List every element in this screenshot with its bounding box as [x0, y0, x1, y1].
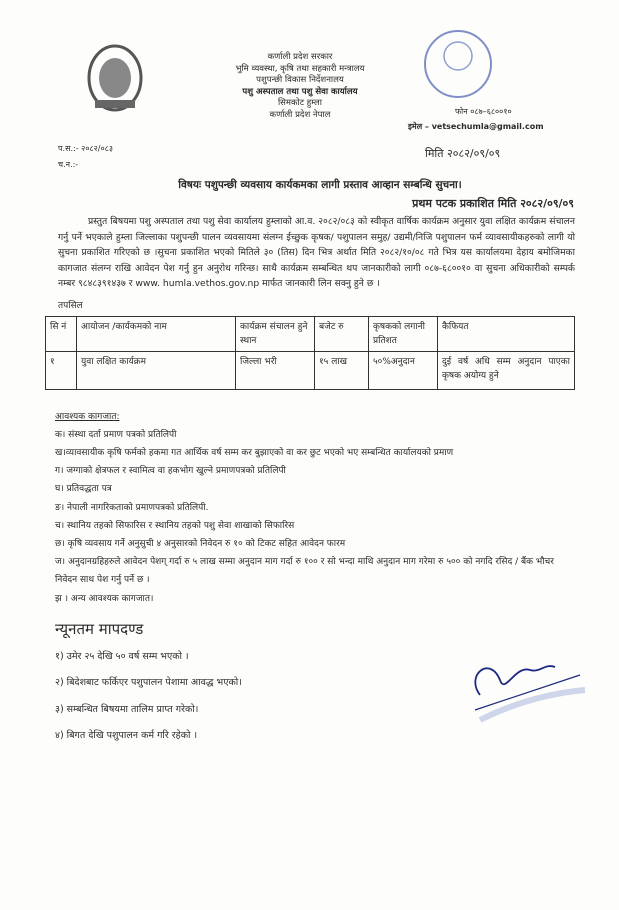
documents-title: आवश्यक कागजात:: [55, 411, 120, 422]
header-cell: आयोजन /कार्यकमको नाम: [77, 316, 236, 351]
list-item: क। संस्था दर्ता प्रमाण पत्रको प्रतिलिपी: [55, 429, 177, 440]
program-table: [45, 316, 575, 390]
phone-number: फोन ०८७–६८००१०: [455, 107, 512, 116]
header-line: सिमकोट हुम्ला: [277, 98, 323, 108]
required-documents: [55, 408, 575, 608]
list-item: छ। कृषि व्यवसाय गर्ने अनुसुची ४ अनुसारको निवेदन रु १० को टिकट सहित आवेदन फारम: [55, 538, 346, 549]
list-item: ख।व्यावसायीक कृषि फर्मको हकमा गत आर्थिक वर्ष सम्म कर बुझाएको वा कर छुट भएको भए सम्बन्धित कार्यालयको प्रमाण: [55, 447, 454, 458]
nepal-emblem-icon: [85, 38, 145, 116]
subject-line: विषयः पशुपन्छी व्यवसाय कार्यकमका लागी प्रस्ताव आव्हान सम्बन्धि सुचना।: [178, 179, 462, 191]
header-cell: सि नं: [46, 316, 77, 351]
cell: युवा लक्षित कार्यक्रम: [77, 351, 236, 389]
header-cell: कार्यक्रम संचालन हुने स्थान: [236, 316, 315, 351]
list-item: २) बिदेशबाट फर्किएर पशुपालन पेशामा आवद्ध भएको।: [55, 677, 242, 689]
header-line: कर्णाली प्रदेश नेपाल: [269, 109, 331, 120]
list-item: ४) बिगत देखि पशुपालन कर्म गरि रहेको ।: [55, 730, 198, 742]
cell: दुई वर्ष अधि सम्म अनुदान पाएका कृषक अयोग्य हुने: [438, 351, 575, 389]
list-item: ज। अनुदानग्रहिहरुले आवेदन पेशग् गर्दा रु ५ लाख सम्मा अनुदान माग गर्दा रु १०० र सो भन्दा माथि अनुदान माग गरेमा रु ५०० को नगदि रसिद / बैंक भौचर निवेदन साथ पेश गर्नु पर्ने छ ।: [55, 557, 554, 586]
list-item: ङ। नेपाली नागरिकताको प्रमाणपत्रको प्रतिलिपी.: [55, 502, 209, 513]
list-item: १) उमेर २५ देखि ५० वर्ष सम्म भएको ।: [55, 650, 189, 662]
table-header-row: [46, 316, 575, 351]
reference-number: प.स.:- २०८२/०८३: [58, 144, 113, 153]
cell: जिल्ला भरी: [236, 351, 315, 389]
header-cell: कृषकको लगानी प्रतिशत: [369, 316, 438, 351]
list-item: च। स्थानिय तहको सिफारिस र स्थानिय तहको पशु सेवा शाखाको सिफारिस: [55, 520, 295, 531]
list-item: ग। जग्गाको क्षेत्रफल र स्वामित्व वा हकभोग खुल्ने प्रमाणपत्रको प्रतिलिपी: [55, 466, 286, 477]
header-cell: बजेट रु: [315, 316, 369, 351]
header-line: पशुपन्छी विकास निर्देशनालय: [256, 75, 344, 85]
header-line: भुमि व्यवस्था, कृषि तथा सहकारी मन्त्रालय: [235, 63, 365, 74]
office-stamp-icon: [420, 26, 496, 102]
list-item: ३) सम्बन्धित बिषयमा तालिम प्राप्त गरेको।: [55, 703, 199, 715]
cell: ५०%अनुदान: [369, 351, 438, 389]
published-date: प्रथम पटक प्रकाशित मिति २०८२/०९/०९: [412, 197, 574, 210]
table-row: [46, 351, 575, 389]
dispatch-number: च.न.:-: [58, 160, 79, 169]
email-address: इमेल – vetsechumla@gmail.com: [408, 122, 544, 131]
criteria-heading: न्यूनतम मापदण्ड: [55, 619, 144, 638]
list-item: घ। प्रतिवद्धता पत्र: [55, 484, 112, 495]
office-name: पशु अस्पताल तथा पशु सेवा कार्यालय: [242, 86, 358, 97]
cell: १: [46, 351, 77, 389]
notice-date: मिति २०८२/०९/०९: [425, 147, 501, 160]
header-cell: कैफियत: [438, 316, 575, 351]
cell: १५ लाख: [315, 351, 369, 389]
signature-stamp-icon: [460, 645, 590, 725]
body-paragraph: प्रस्तुत बिषयमा पशु अस्पताल तथा पशु सेवा कार्यालय हुम्लाको आ.व. २०८२/०८३ को स्वीकृत वार्षिक कार्यक्रम अनुसार युवा लक्षित कार्यक्रम संचालन गर्नु पर्ने भएकाले हुम्ला जिल्लाका पशुपन्छी पालन व्यवसायमा संलग्न ईच्छुक कृषक/ पशुपालन समुह/ उद्यमी/निजि पशुपालन फर्म व्यावसायीकहरुको लागी यो सुचना प्रकाशित गरिएको छ ।सुचना प्रकाशित भएको मितिले ३० (तिस) दिन भित्र अर्थात मिति २०८२/१०/०८ गते भित्र यस कार्यालयमा देहाय बमोजिमका कागजात संलग्न राखि आवेदन पेश गर्नु हुन अनुरोध गरिन्छ। साथै कार्यक्रम सम्बन्धित थप जानकारीको लागी ०८७-६८००१० वा सुचना अधिकारीको सम्पर्क नम्बर ९८४८३९१४३७ र www. humla.vethos.gov.np मार्फत जानकारी लिन सक्नु हुने छ ।: [58, 216, 575, 289]
header-line: कर्णाली प्रदेश सरकार: [267, 52, 333, 62]
office-header: [200, 52, 400, 121]
details-label: तपसिल: [58, 300, 83, 311]
list-item: झ । अन्य आवश्यक कागजात।: [55, 593, 154, 604]
